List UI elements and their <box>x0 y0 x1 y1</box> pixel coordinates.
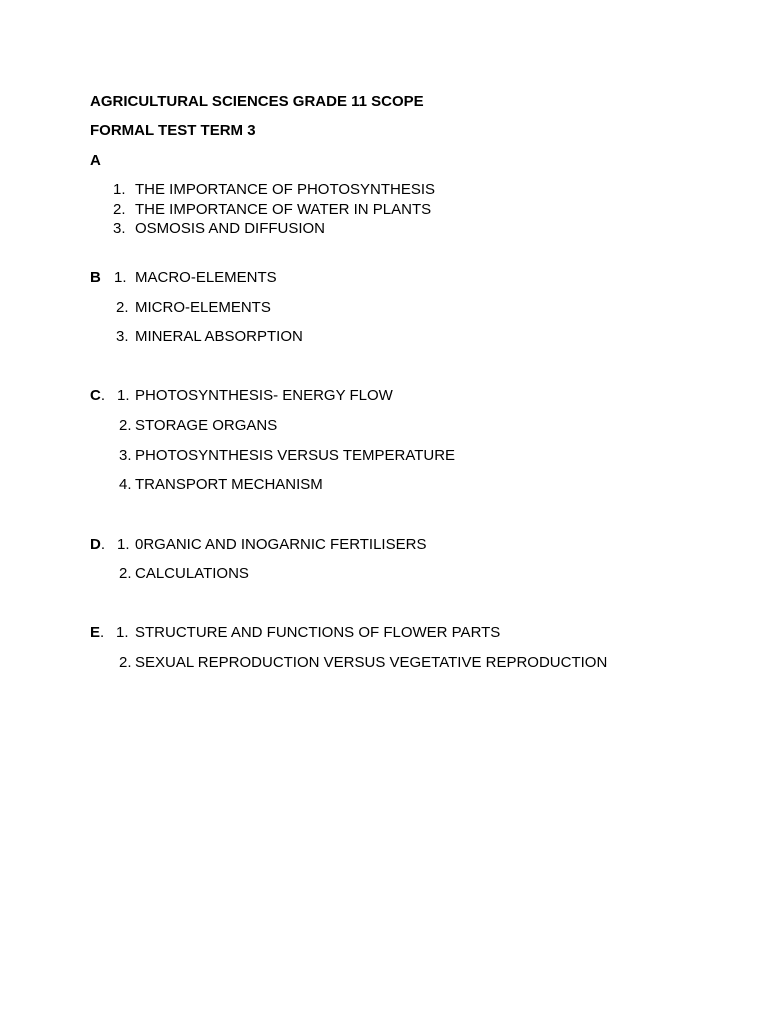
section-letter: B <box>90 269 101 286</box>
list-item: PHOTOSYNTHESIS- ENERGY FLOW <box>135 387 393 404</box>
list-item: MACRO-ELEMENTS <box>135 269 277 286</box>
section-letter-text: E <box>90 624 101 641</box>
list-item: SEXUAL REPRODUCTION VERSUS VEGETATIVE REPRODUCTION <box>135 654 608 671</box>
list-item: PHOTOSYNTHESIS VERSUS TEMPERATURE <box>135 447 456 464</box>
section-letter <box>90 536 105 554</box>
section-letter-suffix: . <box>100 624 105 641</box>
list-item: MICRO-ELEMENTS <box>135 299 271 316</box>
document-subtitle: FORMAL TEST TERM 3 <box>90 122 256 139</box>
list-item-number: 1. <box>114 269 127 286</box>
section-letter-suffix: . <box>100 387 106 404</box>
list-item-number: 1. <box>113 181 126 198</box>
list-item-number: 1. <box>117 536 130 553</box>
list-item-number: 2. <box>119 417 132 434</box>
list-item-number: 3. <box>113 220 126 237</box>
list-item: THE IMPORTANCE OF PHOTOSYNTHESIS <box>135 181 436 198</box>
section-letter-text: D <box>90 536 101 553</box>
list-item-number: 2. <box>116 299 129 316</box>
list-item-number: 4. <box>119 476 132 493</box>
list-item-number: 3. <box>119 447 132 464</box>
section-letter <box>90 624 104 642</box>
section-letter: A <box>90 152 101 169</box>
list-item: MINERAL ABSORPTION <box>135 328 303 345</box>
list-item: 0RGANIC AND INOGARNIC FERTILISERS <box>135 536 427 553</box>
section-letter-text: C <box>90 387 101 404</box>
document-title: AGRICULTURAL SCIENCES GRADE 11 SCOPE <box>90 93 424 110</box>
section-letter-suffix: . <box>100 536 106 553</box>
list-item-number: 2. <box>113 201 126 218</box>
list-item-number: 1. <box>117 387 130 404</box>
list-item: CALCULATIONS <box>135 565 249 582</box>
list-item-number: 2. <box>119 654 132 671</box>
list-item: TRANSPORT MECHANISM <box>135 476 323 493</box>
list-item: OSMOSIS AND DIFFUSION <box>135 220 326 237</box>
section-letter <box>90 387 105 405</box>
list-item-number: 2. <box>119 565 132 582</box>
list-item: STORAGE ORGANS <box>135 417 278 434</box>
list-item-number: 3. <box>116 328 129 345</box>
list-item: THE IMPORTANCE OF WATER IN PLANTS <box>135 201 432 218</box>
list-item-number: 1. <box>116 624 129 641</box>
list-item: STRUCTURE AND FUNCTIONS OF FLOWER PARTS <box>135 624 501 641</box>
